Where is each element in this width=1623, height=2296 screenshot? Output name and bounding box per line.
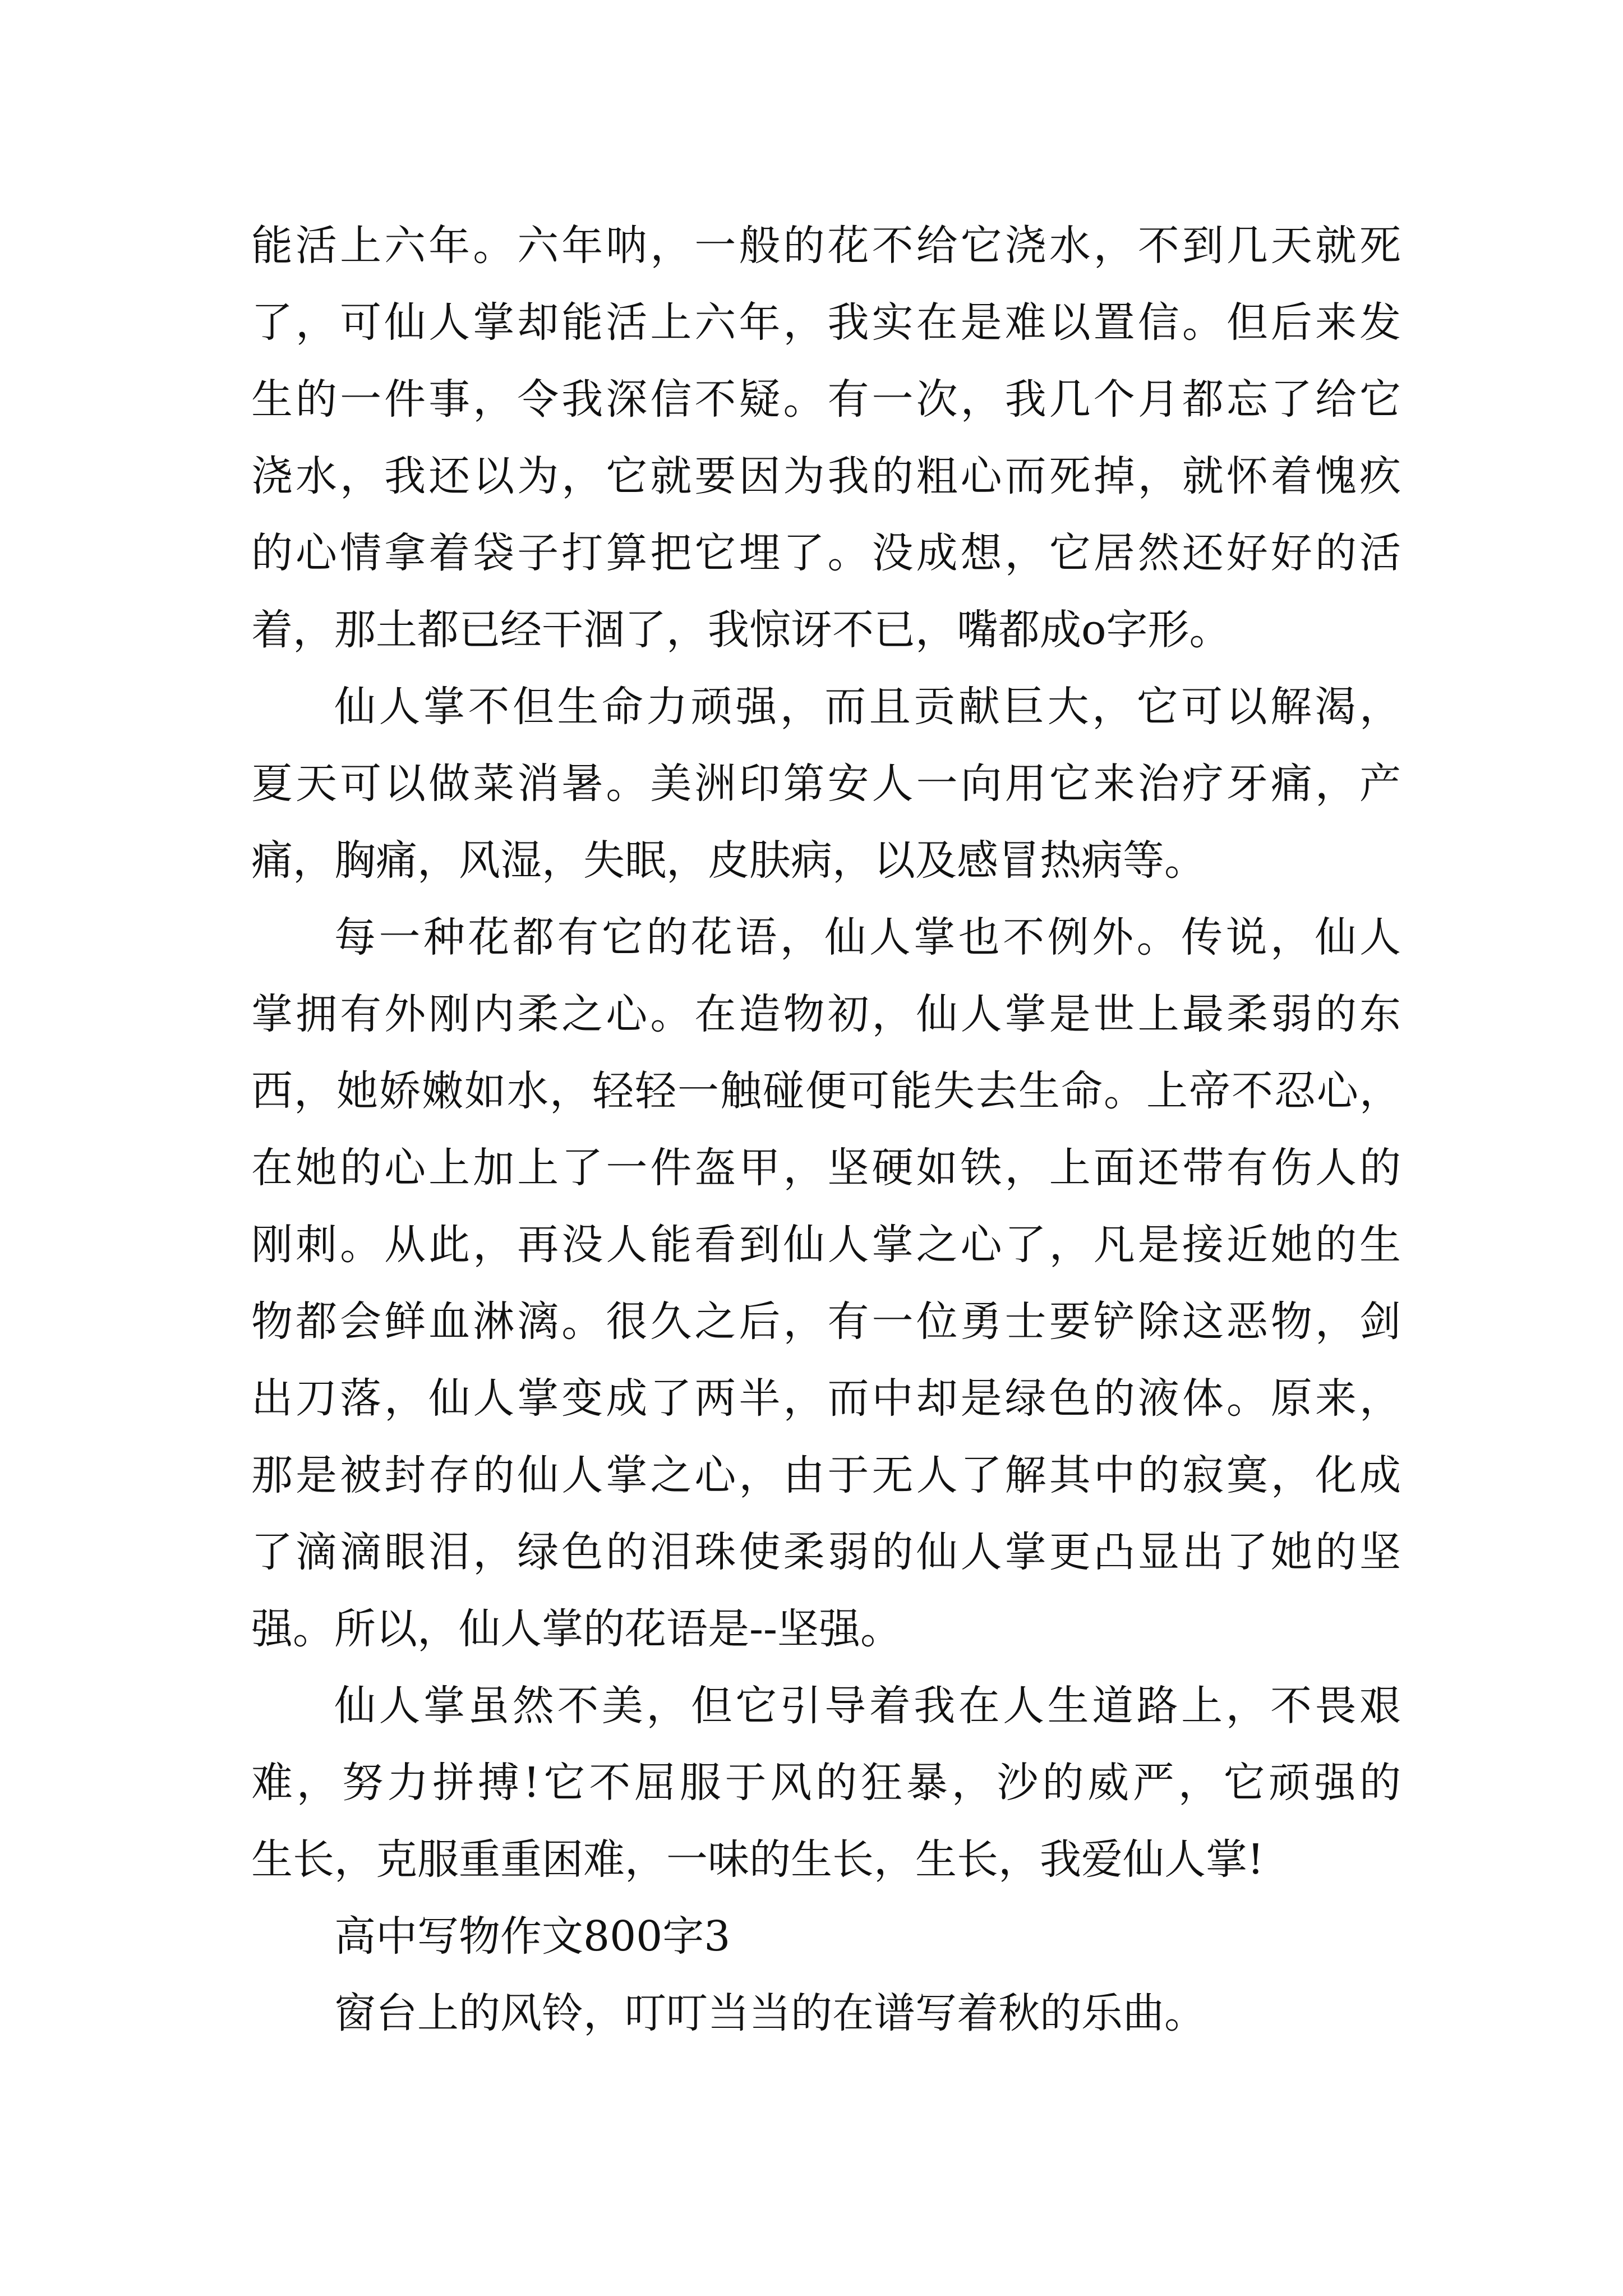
text-line: 了，可仙人掌却能活上六年，我实在是难以置信。但后来发 [251,298,1401,347]
text-line: 难，努力拼搏!它不屈服于风的狂暴，沙的威严，它顽强的 [251,1759,1401,1807]
text-line: 能活上六年。六年呐，一般的花不给它浇水，不到几天就死 [251,222,1401,270]
text-line: 痛，胸痛，风湿，失眠，皮肤病，以及感冒热病等。 [251,836,1206,885]
text-line: 生长，克服重重困难，一味的生长，生长，我爱仙人掌! [251,1835,1264,1884]
paragraph-start-line: 仙人掌虽然不美，但它引导着我在人生道路上，不畏艰 [334,1682,1401,1730]
text-line: 物都会鲜血淋漓。很久之后，有一位勇士要铲除这恶物，剑 [251,1297,1401,1346]
text-line: 那是被封存的仙人掌之心，由于无人了解其中的寂寞，化成 [251,1451,1401,1499]
paragraph-start-line: 窗台上的风铃，叮叮当当的在谱写着秋的乐曲。 [334,1989,1206,2037]
text-line: 刚刺。从此，再没人能看到仙人掌之心了，凡是接近她的生 [251,1221,1401,1269]
article-body [251,208,1401,2052]
text-line: 掌拥有外刚内柔之心。在造物初，仙人掌是世上最柔弱的东 [251,990,1401,1038]
paragraph-start-line: 每一种花都有它的花语，仙人掌也不例外。传说，仙人 [334,913,1401,961]
text-line: 夏天可以做菜消暑。美洲印第安人一向用它来治疗牙痛，产 [251,760,1401,808]
text-line: 西，她娇嫩如水，轻轻一触碰便可能失去生命。上帝不忍心， [251,1067,1401,1115]
text-line: 着，那土都已经干涸了，我惊讶不已，嘴都成o字形。 [251,606,1231,654]
paragraph-start-line: 仙人掌不但生命力顽强，而且贡献巨大，它可以解渴， [334,683,1401,731]
section-heading: 高中写物作文800字3 [334,1912,731,1961]
text-line: 在她的心上加上了一件盔甲，坚硬如铁，上面还带有伤人的 [251,1144,1401,1192]
text-line: 浇水，我还以为，它就要因为我的粗心而死掉，就怀着愧疚 [251,452,1401,500]
text-line: 生的一件事，令我深信不疑。有一次，我几个月都忘了给它 [251,375,1401,424]
text-line: 强。所以，仙人掌的花语是--坚强。 [251,1605,902,1653]
text-line: 了滴滴眼泪，绿色的泪珠使柔弱的仙人掌更凸显出了她的坚 [251,1528,1401,1576]
text-line: 的心情拿着袋子打算把它埋了。没成想，它居然还好好的活 [251,529,1401,577]
text-line: 出刀落，仙人掌变成了两半，而中却是绿色的液体。原来， [251,1374,1401,1423]
